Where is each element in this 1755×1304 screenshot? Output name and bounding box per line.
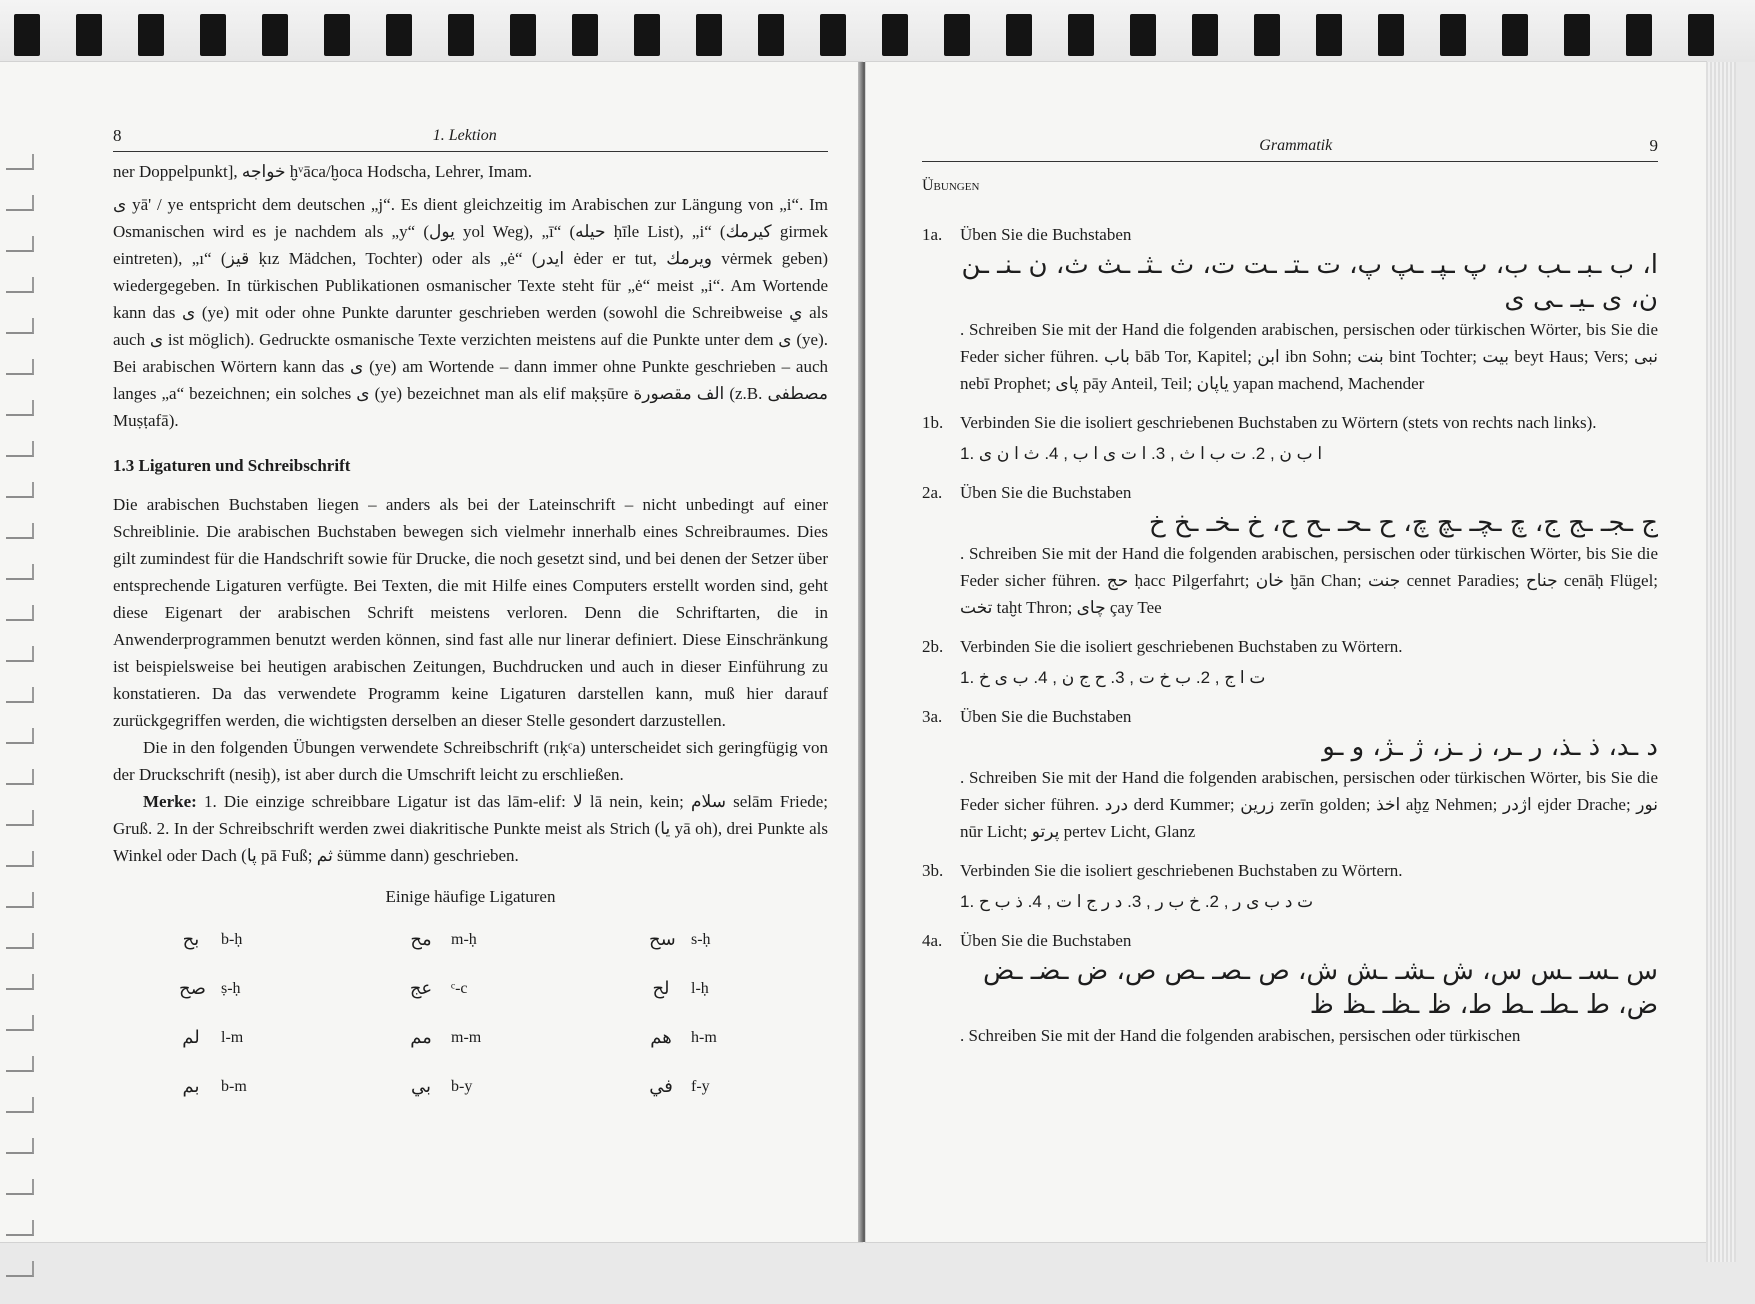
- exercises-heading: Übungen: [922, 177, 980, 194]
- ligature-entry: [409, 926, 649, 953]
- page-edge-mark: [6, 1097, 34, 1113]
- letter-sequence: 1. ت د ب ى ر , 2. خ ب ر , 3. د ر ج ا ت , 4. ذ ب ح: [960, 892, 1314, 911]
- paragraph-ye: ى yā' / ye entspricht dem deutschen „j“. Es dient gleichzeitig im Arabischen zur Längung von „i“. Im Osmanischen wird es je nachdem als „y“ (يول yol Weg), „ī“ (حيله ḥīle List), „i“ (كيرمك girmek eintreten), „ı“ (قيز ḳız Mädchen, Tochter) oder als „ė“ (ايدر ėder er tut, ويرمك vėrmek geben) wiedergegeben. In türkischen Publikationen osmanischer Texte steht für „ė“ meist „i“. Am Wortende kann das ى (ye) mit oder ohne Punkte darunter geschrieben werden (sowohl die Schreibweise ي als auch ى ist möglich). Gedruckte osmanische Texte verzichten meistens auf die Punkte unter dem ى (ye). Bei arabischen Wörtern kann das ى (ye) am Wortende – dann immer ohne Punkte geschrieben – auch langes „a“ bezeichnen; ein solches ى (ye) bezeichnet man als elif maḳṣūre الف مقصورة (z.B. مصطفى Muṣṭafā).: [113, 195, 829, 430]
- page-edge-mark: [6, 564, 34, 580]
- page-edge-mark: [6, 1220, 34, 1236]
- ligature-entry: [179, 926, 409, 953]
- page-number-right: 9: [1649, 136, 1658, 155]
- binding-ring: [572, 14, 598, 56]
- ligature-glyph: في: [649, 1076, 673, 1097]
- page-edge-mark: [6, 1138, 34, 1154]
- letter-sequence: 1. ت ا ج , 2. ب خ ت , 3. ح ج ن , 4. ب ى خ: [960, 668, 1266, 687]
- ligature-label: l-m: [221, 1029, 244, 1046]
- page-edge-mark: [6, 523, 34, 539]
- exercise-number: 3a.: [922, 707, 943, 726]
- exercise-1b: [922, 409, 1658, 467]
- binding-ring: [1130, 14, 1156, 56]
- ligature-glyph: لم: [182, 1027, 200, 1048]
- ligatures-caption: Einige häufige Ligaturen: [385, 887, 556, 906]
- stacked-page-edges: [1706, 62, 1736, 1262]
- binding-ring: [448, 14, 474, 56]
- binding-ring: [1564, 14, 1590, 56]
- binding-ring: [696, 14, 722, 56]
- practice-letters: ج ـجـ ـج ج، چ ـچـ ـچ چ، ح ـحـ ـح ح، خ ـخـ ـخ خ: [1148, 508, 1658, 538]
- exercise-body: [960, 927, 1658, 1049]
- ligature-glyph: لح: [652, 978, 670, 999]
- ligature-entry: [649, 926, 859, 953]
- page-edge-mark: [6, 851, 34, 867]
- ligature-glyph: بح: [182, 929, 200, 950]
- ligature-entry: [179, 1073, 409, 1100]
- ligature-label: b-y: [451, 1078, 473, 1095]
- running-head-right: [922, 132, 1658, 162]
- exercise-body: [960, 479, 1658, 621]
- ligature-glyph: عج: [409, 978, 433, 999]
- exercise-lead: Üben Sie die Buchstaben: [960, 931, 1132, 950]
- exercise-lead: Üben Sie die Buchstaben: [960, 225, 1132, 244]
- page-edge-mark: [6, 1179, 34, 1195]
- page-edge-mark: [6, 892, 34, 908]
- page-edge-mark: [6, 236, 34, 252]
- ligature-glyph: صح: [179, 978, 206, 999]
- page-edge-mark: [6, 277, 34, 293]
- exercise-number: 1a.: [922, 225, 943, 244]
- ligature-label: b-m: [221, 1078, 247, 1095]
- ligature-label: f-y: [691, 1078, 710, 1095]
- ligature-glyph: بي: [410, 1076, 431, 1097]
- running-title-left: 1. Lektion: [432, 127, 497, 144]
- binding-ring: [882, 14, 908, 56]
- ligature-glyph: بم: [182, 1076, 200, 1097]
- exercise-number: 3b.: [922, 861, 944, 880]
- page-edge-mark: [6, 769, 34, 785]
- practice-letters: د ـد، ذ ـذ، ر ـر، ز ـز، ژ ـژ، و ـو: [1322, 732, 1658, 762]
- ligature-entry: [649, 1073, 859, 1100]
- page-edge-mark: [6, 154, 34, 170]
- binding-ring: [1006, 14, 1032, 56]
- binding-ring: [1440, 14, 1466, 56]
- exercise-number: 4a.: [922, 931, 943, 950]
- exercise-body: [960, 703, 1658, 845]
- ligature-label: m-ḥ: [451, 931, 477, 948]
- running-head-left: [113, 122, 828, 152]
- merke-note: [113, 788, 828, 869]
- page-edge-mark: [6, 195, 34, 211]
- binding-ring: [944, 14, 970, 56]
- binding-ring: [1688, 14, 1714, 56]
- ligature-label: l-ḥ: [691, 980, 709, 997]
- ligature-label: ṣ-ḥ: [221, 980, 241, 997]
- merke-text: 1. Die einzige schreibbare Ligatur ist das lām-elif: لا lā nein, kein; سلام selām Friede; Gruß. 2. In der Schreibschrift werden zwei diakritische Punkte meist als Strich (يا yā oh), drei Punkte als Winkel oder Dach (پا pā Fuß; ثم ṡümme dann) geschrieben.: [113, 792, 829, 865]
- left-page-edge: [0, 124, 40, 1304]
- exercise-1a: [922, 221, 1658, 397]
- merke-label: Merke:: [143, 792, 197, 811]
- exercise-list: [922, 221, 1658, 1049]
- exercise-2a: [922, 479, 1658, 621]
- binding-ring: [324, 14, 350, 56]
- letter-sequence: 1. ا ب ن , 2. ت ب ا ث , 3. ا ت ى ا ب , 4. ث ا ن ى: [960, 444, 1323, 463]
- practice-letters: ا، ب ـبـ ـب ب، پ ـپـ ـپ پ، ت ـتـ ـت ت، ث ـثـ ـث ث، ن ـنـ ـن ن، ى ـيـ ـى ى: [961, 250, 1658, 314]
- ligature-label: m-m: [451, 1029, 482, 1046]
- paragraph-khoca: ner Doppelpunkt], خواجه ḫᵛāca/ḫoca Hodscha, Lehrer, Imam.: [113, 162, 532, 181]
- ligature-glyph: مح: [410, 929, 432, 950]
- page-edge-mark: [6, 974, 34, 990]
- binding-ring: [1192, 14, 1218, 56]
- running-title-right: Grammatik: [1259, 137, 1333, 154]
- binding-ring: [758, 14, 784, 56]
- binding-ring: [820, 14, 846, 56]
- binding-ring: [1068, 14, 1094, 56]
- ligature-glyph: سح: [649, 929, 676, 950]
- ligature-entry: [179, 1024, 409, 1051]
- ligature-entry: [649, 975, 859, 1002]
- exercise-body: [960, 633, 1658, 691]
- page-edge-mark: [6, 810, 34, 826]
- ligatures-table: [113, 926, 828, 1100]
- exercise-body: [960, 221, 1658, 397]
- binding-ring: [510, 14, 536, 56]
- exercise-3a: [922, 703, 1658, 845]
- page-edge-mark: [6, 359, 34, 375]
- exercise-lead: Üben Sie die Buchstaben: [960, 483, 1132, 502]
- binding-ring: [1378, 14, 1404, 56]
- exercise-3b: [922, 857, 1658, 915]
- ligature-entry: [409, 1073, 649, 1100]
- binding-ring: [1502, 14, 1528, 56]
- exercise-4a: [922, 927, 1658, 1049]
- exercise-body: [960, 409, 1658, 467]
- page-edge-mark: [6, 318, 34, 334]
- exercise-text: . Schreiben Sie mit der Hand die folgenden arabischen, persischen oder türkischen Wörter, bis Sie die Feder sicher führen. درد derd Kummer; زرين zerīn golden; اخذ aḫẕ Nehmen; اژدر ejder Drache; نور nūr Licht; پرتو pertev Licht, Glanz: [960, 768, 1659, 841]
- exercise-text: Verbinden Sie die isoliert geschriebenen Buchstaben zu Wörtern.: [960, 861, 1403, 880]
- page-edge-mark: [6, 605, 34, 621]
- page-edge-mark: [6, 687, 34, 703]
- exercise-body: [960, 857, 1658, 915]
- binding-ring: [76, 14, 102, 56]
- paragraph-ligatures: Die arabischen Buchstaben liegen – anders als bei der Lateinschrift – nicht unbedingt auf einer Schreiblinie. Die arabischen Buchstaben bewegen sich vielmehr innerhalb eines Schreibraumes. Dies gilt zumindest für die Handschrift sowie für Drucke, die noch gesetzt sind, und bei denen der Setzer über entsprechende Ligaturen verfügte. Bei Texten, die mit Hilfe eines Computers erstellt worden sind, geht diese Eigenart der arabischen Schrift meistens verloren. Denn die Schriftarten, die in Anwenderprogrammen benutzt werden können, sind fast alle nur linerar definiert. Diese Einschränkung ist beispielsweise bei heutigen arabischen Zeitungen, Buchdrucken und auch in dieser Einführung zu konstatieren. Da das verwendete Programm keine Ligaturen darstellen kann, muß hier darauf zurückgegriffen werden, die wichtigsten derselben an dieser Stelle gesondert darzustellen.: [113, 495, 828, 730]
- ligature-glyph: مم: [410, 1027, 432, 1048]
- ligature-label: h-m: [691, 1029, 717, 1046]
- page-edge-mark: [6, 1015, 34, 1031]
- binding-ring: [634, 14, 660, 56]
- paragraph-schreibschrift: Die in den folgenden Übungen verwendete Schreibschrift (rıḳᶜa) unterscheidet sich geringfügig von der Druckschrift (nesiḫ), ist aber durch die Umschrift leicht zu erschließen.: [113, 738, 828, 784]
- exercise-text: . Schreiben Sie mit der Hand die folgenden arabischen, persischen oder türkischen Wörter, bis Sie die Feder sicher führen. حج ḥacc Pilgerfahrt; خان ḫān Chan; جنت cennet Paradies; جناح cenāḥ Flügel; تخت taḫt Thron; چاى çay Tee: [960, 544, 1659, 617]
- binding-ring: [1316, 14, 1342, 56]
- page-edge-mark: [6, 1056, 34, 1072]
- ligature-label: s-ḥ: [691, 931, 711, 948]
- page-edge-mark: [6, 441, 34, 457]
- ligature-entry: [409, 975, 649, 1002]
- ligature-label: ᶜ-c: [451, 980, 468, 997]
- ligature-entry: [649, 1024, 859, 1051]
- exercise-lead: Üben Sie die Buchstaben: [960, 707, 1132, 726]
- exercise-text: Verbinden Sie die isoliert geschriebenen Buchstaben zu Wörtern (stets von rechts nach links).: [960, 413, 1597, 432]
- binding-ring: [200, 14, 226, 56]
- ligature-entry: [409, 1024, 649, 1051]
- binding-ring: [262, 14, 288, 56]
- page-edge-mark: [6, 482, 34, 498]
- exercise-text: . Schreiben Sie mit der Hand die folgenden arabischen, persischen oder türkischen: [960, 1026, 1521, 1045]
- exercise-number: 2a.: [922, 483, 943, 502]
- exercise-text: . Schreiben Sie mit der Hand die folgenden arabischen, persischen oder türkischen Wörter, bis Sie die Feder sicher führen. باب bāb Tor, Kapitel; ابن ibn Sohn; بنت bint Tochter; بيت beyt Haus; Vers; نبى nebī Prophet; پاى pāy Anteil, Teil; ياپان yapan machend, Machender: [960, 320, 1658, 393]
- exercise-number: 1b.: [922, 413, 944, 432]
- page-edge-mark: [6, 728, 34, 744]
- binding-ring: [138, 14, 164, 56]
- page-edge-mark: [6, 933, 34, 949]
- binding-ring: [386, 14, 412, 56]
- binding-ring: [14, 14, 40, 56]
- page-number-left: 8: [113, 126, 122, 145]
- ligature-label: b-ḥ: [221, 931, 243, 948]
- ligature-glyph: هم: [650, 1027, 672, 1048]
- page-edge-mark: [6, 646, 34, 662]
- exercise-2b: [922, 633, 1658, 691]
- left-page: [0, 62, 862, 1242]
- binding-ring: [1254, 14, 1280, 56]
- right-page: [866, 62, 1706, 1242]
- ligature-entry: [179, 975, 409, 1002]
- binding-ring: [1626, 14, 1652, 56]
- exercise-text: Verbinden Sie die isoliert geschriebenen Buchstaben zu Wörtern.: [960, 637, 1403, 656]
- section-heading: 1.3 Ligaturen und Schreibschrift: [113, 456, 351, 475]
- exercise-number: 2b.: [922, 637, 944, 656]
- page-edge-mark: [6, 400, 34, 416]
- practice-letters: س ـسـ ـس س، ش ـشـ ـش ش، ص ـصـ ـص ص، ض ـضـ ـض ض، ط ـطـ ـط ط، ظ ـظـ ـظ ظ: [982, 956, 1658, 1020]
